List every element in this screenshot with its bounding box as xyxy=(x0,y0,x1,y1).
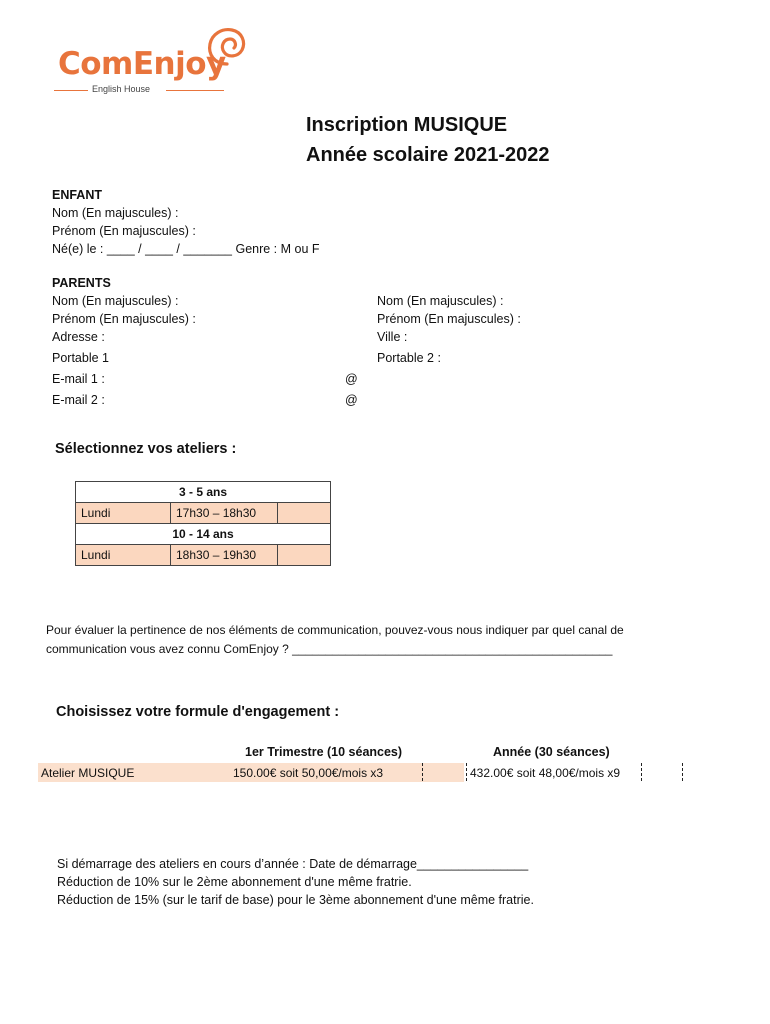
logo-underline-left xyxy=(54,90,88,91)
parent1-portable-field[interactable]: Portable 1 xyxy=(52,351,109,365)
ateliers-table xyxy=(75,481,331,566)
ateliers-heading: Sélectionnez vos ateliers : xyxy=(55,441,237,457)
parents-left xyxy=(52,274,196,346)
formule-price-trimestre: 150.00€ soit 50,00€/mois x3 xyxy=(233,766,384,780)
title-line-2: Année scolaire 2021-2022 xyxy=(306,144,550,166)
parents-heading: PARENTS xyxy=(52,276,111,290)
canal-line-1: Pour évaluer la pertinence de nos éléments de communication, pouvez-vous nous indiquer par quel canal de xyxy=(46,623,624,637)
formule-col-annee: Année (30 séances) xyxy=(493,745,610,759)
formule-price-annee: 432.00€ soit 48,00€/mois x9 xyxy=(470,766,621,780)
parent1-nom-field[interactable]: Nom (En majuscules) : xyxy=(52,294,179,308)
atelier-time: 17h30 – 18h30 xyxy=(171,503,278,524)
enfant-prenom-field[interactable]: Prénom (En majuscules) : xyxy=(52,224,196,238)
note-date-demarrage[interactable]: Si démarrage des ateliers en cours d’année : Date de démarrage________________ xyxy=(57,857,529,871)
atelier-day: Lundi xyxy=(76,503,171,524)
age-group-header: 3 - 5 ans xyxy=(76,482,331,503)
note-reduction-15: Réduction de 15% (sur le tarif de base) pour le 3ème abonnement d'une même fratrie. xyxy=(57,893,534,907)
note-reduction-10: Réduction de 10% sur le 2ème abonnement d'une même fratrie. xyxy=(57,875,412,889)
title-line-1: Inscription MUSIQUE xyxy=(306,114,508,136)
formule-checkbox-trimestre[interactable] xyxy=(422,763,423,781)
parent2-prenom-field[interactable]: Prénom (En majuscules) : xyxy=(377,312,521,326)
atelier-checkbox-2[interactable] xyxy=(278,545,331,566)
enfant-naissance-field[interactable]: Né(e) le : ____ / ____ / _______ Genre : M ou F xyxy=(52,242,320,256)
email1-field[interactable]: E-mail 1 : xyxy=(52,372,105,386)
parent2-nom-field[interactable]: Nom (En majuscules) : xyxy=(377,294,504,308)
logo-wordmark: ComEnjoy xyxy=(58,46,226,82)
formule-checkbox-annee[interactable] xyxy=(641,763,642,781)
logo xyxy=(54,24,254,94)
formule-row-label: Atelier MUSIQUE xyxy=(41,766,135,780)
canal-question[interactable] xyxy=(46,621,624,659)
atelier-time: 18h30 – 19h30 xyxy=(171,545,278,566)
parent-adresse-field[interactable]: Adresse : xyxy=(52,330,105,344)
parent1-prenom-field[interactable]: Prénom (En majuscules) : xyxy=(52,312,196,326)
enfant-section xyxy=(52,186,320,258)
enfant-heading: ENFANT xyxy=(52,188,102,202)
parents-right xyxy=(377,292,521,346)
notes xyxy=(57,855,534,909)
email2-at: @ xyxy=(345,393,358,407)
logo-underline-right xyxy=(166,90,224,91)
formule-col-trimestre: 1er Trimestre (10 séances) xyxy=(245,745,403,759)
atelier-checkbox-1[interactable] xyxy=(278,503,331,524)
enfant-nom-field[interactable]: Nom (En majuscules) : xyxy=(52,206,179,220)
formule-heading: Choisissez votre formule d'engagement : xyxy=(56,704,340,720)
formule-edge xyxy=(682,763,683,781)
email1-at: @ xyxy=(345,372,358,386)
logo-subtitle: English House xyxy=(92,84,151,94)
atelier-day: Lundi xyxy=(76,545,171,566)
age-group-header: 10 - 14 ans xyxy=(76,524,331,545)
page-title xyxy=(306,110,550,170)
email2-field[interactable]: E-mail 2 : xyxy=(52,393,105,407)
parent-ville-field[interactable]: Ville : xyxy=(377,330,408,344)
canal-line-2: communication vous avez connu ComEnjoy ? ________________________________________________ xyxy=(46,642,613,656)
formule-divider xyxy=(466,763,467,781)
parent2-portable-field[interactable]: Portable 2 : xyxy=(377,351,441,365)
